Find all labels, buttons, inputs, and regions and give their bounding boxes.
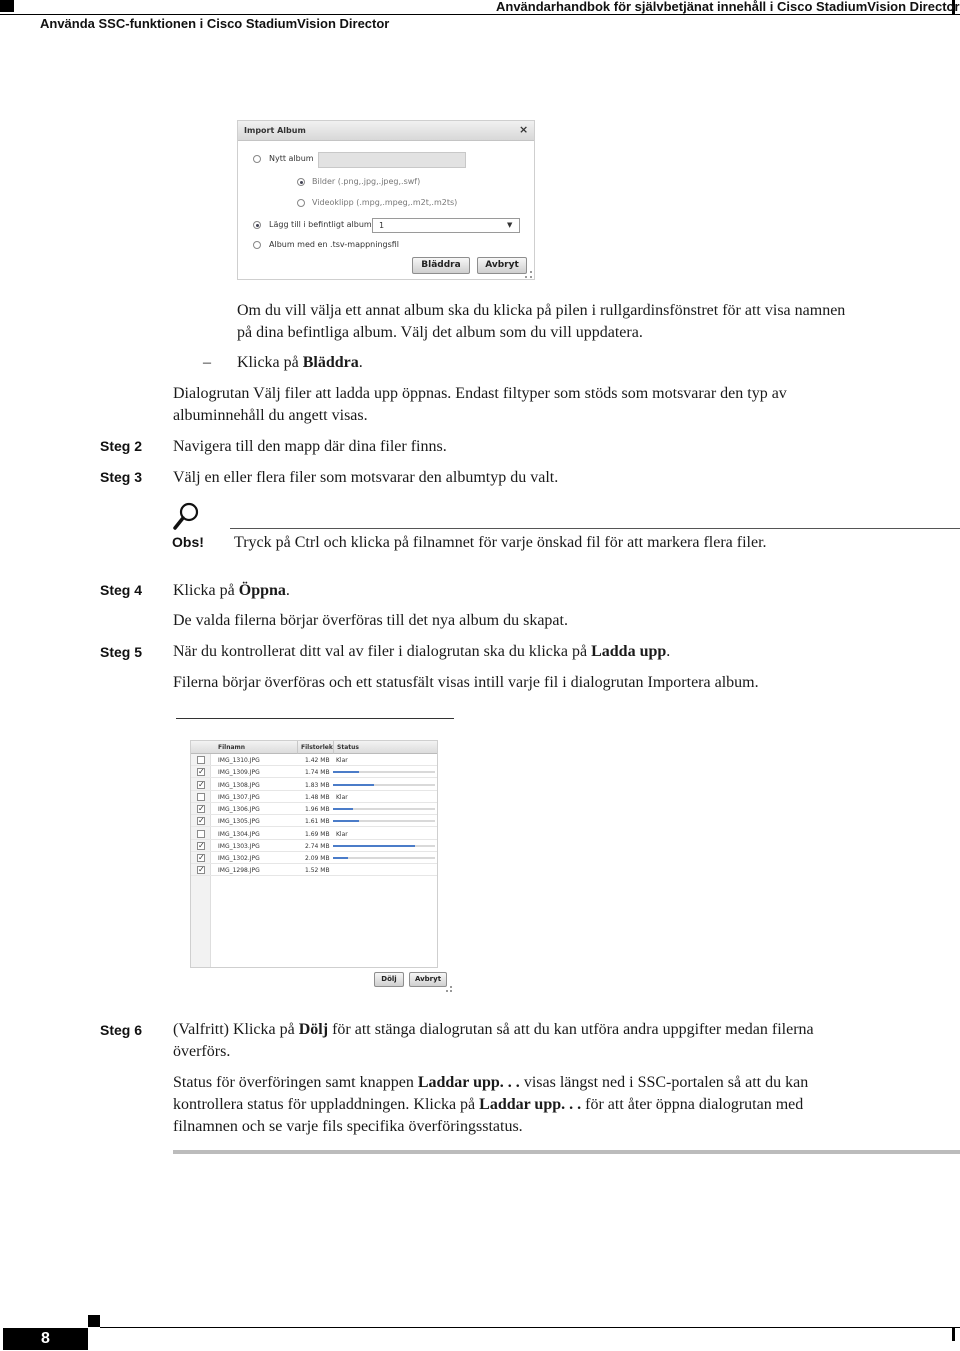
file-size: 1.74 MB bbox=[305, 769, 330, 777]
click-browse-line bbox=[237, 352, 363, 374]
step5-text bbox=[173, 641, 670, 663]
row-checkbox[interactable]: ✓ bbox=[198, 853, 205, 862]
file-name: IMG_1308.JPG bbox=[218, 781, 260, 789]
col-header-filesize: Filstorlek bbox=[297, 741, 333, 754]
table-row[interactable] bbox=[191, 840, 437, 852]
existing-album-value: 1 bbox=[379, 221, 385, 230]
file-name: IMG_1303.JPG bbox=[218, 842, 260, 850]
row-checkbox[interactable]: ✓ bbox=[198, 840, 205, 850]
step4-prefix: Klicka på bbox=[173, 582, 239, 599]
step3-text: Välj en eller flera filer som motsvarar den albumtyp du valt. bbox=[173, 469, 559, 486]
section-end-rule bbox=[173, 1150, 960, 1154]
step5-suffix: . bbox=[666, 643, 671, 660]
radio-add-existing[interactable] bbox=[253, 221, 261, 229]
table-row[interactable] bbox=[191, 779, 437, 791]
note-label: Obs! bbox=[172, 534, 204, 550]
status-line1 bbox=[173, 1072, 808, 1094]
step3-label: Steg 3 bbox=[100, 469, 143, 485]
file-size: 1.42 MB bbox=[305, 757, 330, 764]
radio-videos[interactable] bbox=[297, 199, 305, 207]
progress-track bbox=[333, 857, 435, 859]
resize-grip-icon[interactable] bbox=[446, 986, 452, 992]
file-name: IMG_1310.JPG bbox=[218, 757, 260, 764]
row-checkbox[interactable]: ✓ bbox=[198, 816, 205, 826]
click-on-text: Klicka på bbox=[237, 354, 303, 371]
file-name: IMG_1298.JPG bbox=[218, 867, 260, 875]
step5-prefix: När du kontrollerat ditt val av filer i dialogrutan ska du klicka på bbox=[173, 643, 592, 660]
note-rule bbox=[230, 528, 960, 529]
file-size: 1.96 MB bbox=[305, 806, 330, 813]
para1-line2: på dina befintliga album. Välj det album som du vill uppdatera. bbox=[237, 324, 643, 341]
file-name: IMG_1307.JPG bbox=[218, 793, 260, 801]
dialog-title-bar bbox=[238, 121, 534, 141]
step4-label: Steg 4 bbox=[100, 582, 143, 598]
table-row[interactable] bbox=[191, 815, 437, 827]
step6-line2: överförs. bbox=[173, 1043, 231, 1060]
close-icon[interactable]: × bbox=[519, 123, 529, 136]
status-line3: filnamnen och se varje fils specifika överföringsstatus. bbox=[173, 1118, 523, 1135]
status-l1-suffix: visas längst ned i SSC-portalen så att du kan bbox=[519, 1074, 809, 1091]
upload-cancel-button[interactable]: Avbryt bbox=[409, 972, 447, 987]
table-row[interactable] bbox=[191, 803, 437, 815]
status-l1-prefix: Status för överföringen samt knappen bbox=[173, 1074, 418, 1091]
file-size: 1.69 MB bbox=[305, 830, 330, 838]
radio-new-album[interactable] bbox=[253, 155, 261, 163]
header-right-title: Användarhandbok för självbetjänat innehåll i Cisco StadiumVision Director bbox=[496, 0, 960, 14]
option-add-existing-label: Lägg till i befintligt album bbox=[269, 220, 372, 229]
option-images-label: Bilder (.png,.jpg,.jpeg,.swf) bbox=[312, 177, 421, 186]
step5-sub: Filerna börjar överföras och ett statusfält visas intill varje fil i dialogrutan Importera album. bbox=[173, 674, 759, 691]
album-name-input[interactable] bbox=[318, 152, 466, 168]
existing-album-select[interactable] bbox=[372, 218, 520, 233]
para2-line2: albuminnehåll du angett visas. bbox=[173, 407, 368, 424]
period: . bbox=[358, 354, 363, 371]
footer-tick bbox=[952, 1328, 955, 1341]
file-size: 2.74 MB bbox=[305, 842, 330, 850]
uploading-keyword: Laddar upp. . . bbox=[479, 1096, 582, 1113]
cancel-button[interactable]: Avbryt bbox=[477, 257, 527, 274]
step6-label: Steg 6 bbox=[100, 1022, 143, 1038]
note-text: Tryck på Ctrl och klicka på filnamnet för varje önskad fil för att markera flera filer. bbox=[234, 534, 767, 551]
option-videos-label: Videoklipp (.mpg,.mpeg,.m2t,.m2ts) bbox=[312, 198, 458, 207]
chevron-down-icon: ▼ bbox=[507, 221, 513, 229]
file-status: Klar bbox=[336, 830, 348, 838]
option-tsv-label: Album med en .tsv-mappningsfil bbox=[269, 240, 400, 249]
file-name: IMG_1306.JPG bbox=[218, 806, 260, 813]
col-header-status: Status bbox=[333, 741, 437, 754]
row-checkbox[interactable]: ✓ bbox=[198, 865, 205, 875]
upload-files-dialog bbox=[190, 740, 438, 968]
step4-sub: De valda filerna börjar överföras till det nya album du skapat. bbox=[173, 612, 568, 629]
radio-tsv[interactable] bbox=[253, 241, 261, 249]
table-row[interactable] bbox=[191, 852, 437, 864]
radio-images[interactable] bbox=[297, 178, 305, 186]
file-size: 1.83 MB bbox=[305, 781, 330, 789]
table-row[interactable] bbox=[191, 791, 437, 803]
status-l2-suffix: för att åter öppna dialogrutan med bbox=[581, 1096, 804, 1113]
table-row[interactable] bbox=[191, 766, 437, 778]
row-checkbox[interactable] bbox=[197, 830, 205, 838]
table-row[interactable] bbox=[191, 828, 437, 840]
row-checkbox[interactable]: ✓ bbox=[198, 779, 205, 789]
file-name: IMG_1304.JPG bbox=[218, 830, 260, 838]
import-album-dialog bbox=[237, 120, 535, 280]
upload-rows bbox=[191, 754, 437, 967]
resize-grip-icon[interactable] bbox=[525, 271, 532, 278]
status-line2 bbox=[173, 1094, 803, 1116]
table-row[interactable] bbox=[191, 754, 437, 766]
magnifier-icon bbox=[172, 501, 202, 531]
step6-suffix: för att stänga dialogrutan så att du kan utföra andra uppgifter medan filerna bbox=[328, 1021, 814, 1038]
file-name: IMG_1309.JPG bbox=[218, 769, 260, 777]
file-status: Klar bbox=[336, 757, 348, 764]
footer-marker bbox=[88, 1315, 100, 1327]
browse-keyword: Bläddra bbox=[302, 354, 359, 371]
file-name: IMG_1305.JPG bbox=[218, 818, 260, 826]
progress-bar bbox=[333, 820, 359, 822]
option-new-album-label: Nytt album bbox=[269, 154, 314, 163]
row-checkbox[interactable] bbox=[197, 756, 205, 764]
dialog-title: Import Album bbox=[244, 126, 306, 135]
file-size: 2.09 MB bbox=[305, 855, 330, 862]
hide-button[interactable]: Dölj bbox=[374, 972, 404, 987]
row-checkbox[interactable]: ✓ bbox=[198, 804, 205, 813]
step6-line1 bbox=[173, 1019, 814, 1041]
step2-text: Navigera till den mapp där dina filer finns. bbox=[173, 438, 447, 455]
bullet-dash: – bbox=[203, 354, 211, 371]
header-left-title: Använda SSC-funktionen i Cisco StadiumVision Director bbox=[40, 16, 390, 31]
table-row[interactable] bbox=[191, 864, 437, 876]
col-header-filename: Filnamn bbox=[191, 741, 297, 754]
upload-keyword: Ladda upp bbox=[591, 643, 667, 660]
progress-bar bbox=[333, 857, 348, 859]
header-rule bbox=[0, 14, 960, 15]
file-name: IMG_1302.JPG bbox=[218, 855, 260, 862]
file-size: 1.61 MB bbox=[305, 818, 330, 826]
status-l2-prefix: kontrollera status för uppladdningen. Klicka på bbox=[173, 1096, 480, 1113]
step4-text bbox=[173, 580, 290, 602]
uploading-keyword: Laddar upp. . . bbox=[417, 1074, 520, 1091]
header-marker bbox=[0, 0, 14, 12]
page-number: 8 bbox=[3, 1328, 88, 1350]
figure-rule bbox=[176, 718, 454, 719]
progress-bar bbox=[333, 845, 415, 847]
browse-button[interactable]: Bläddra bbox=[412, 257, 470, 274]
file-status: Klar bbox=[336, 793, 348, 801]
step4-suffix: . bbox=[285, 582, 290, 599]
row-checkbox[interactable]: ✓ bbox=[198, 767, 205, 777]
progress-bar bbox=[333, 771, 359, 773]
para2-line1: Dialogrutan Välj filer att ladda upp öppnas. Endast filtyper som stöds som motsvarar den typ av bbox=[173, 385, 787, 402]
file-size: 1.48 MB bbox=[305, 793, 330, 801]
para1-line1: Om du vill välja ett annat album ska du klicka på pilen i rullgardinsfönstret för att visa namnen bbox=[237, 302, 846, 319]
step5-label: Steg 5 bbox=[100, 644, 143, 660]
file-size: 1.52 MB bbox=[305, 867, 330, 875]
step2-label: Steg 2 bbox=[100, 438, 143, 454]
progress-bar bbox=[333, 808, 353, 810]
progress-bar bbox=[333, 784, 374, 786]
hide-keyword: Dölj bbox=[298, 1021, 329, 1038]
open-keyword: Öppna bbox=[238, 582, 286, 599]
step6-prefix: (Valfritt) Klicka på bbox=[173, 1021, 299, 1038]
row-checkbox[interactable] bbox=[197, 793, 205, 801]
footer-rule bbox=[100, 1327, 960, 1328]
